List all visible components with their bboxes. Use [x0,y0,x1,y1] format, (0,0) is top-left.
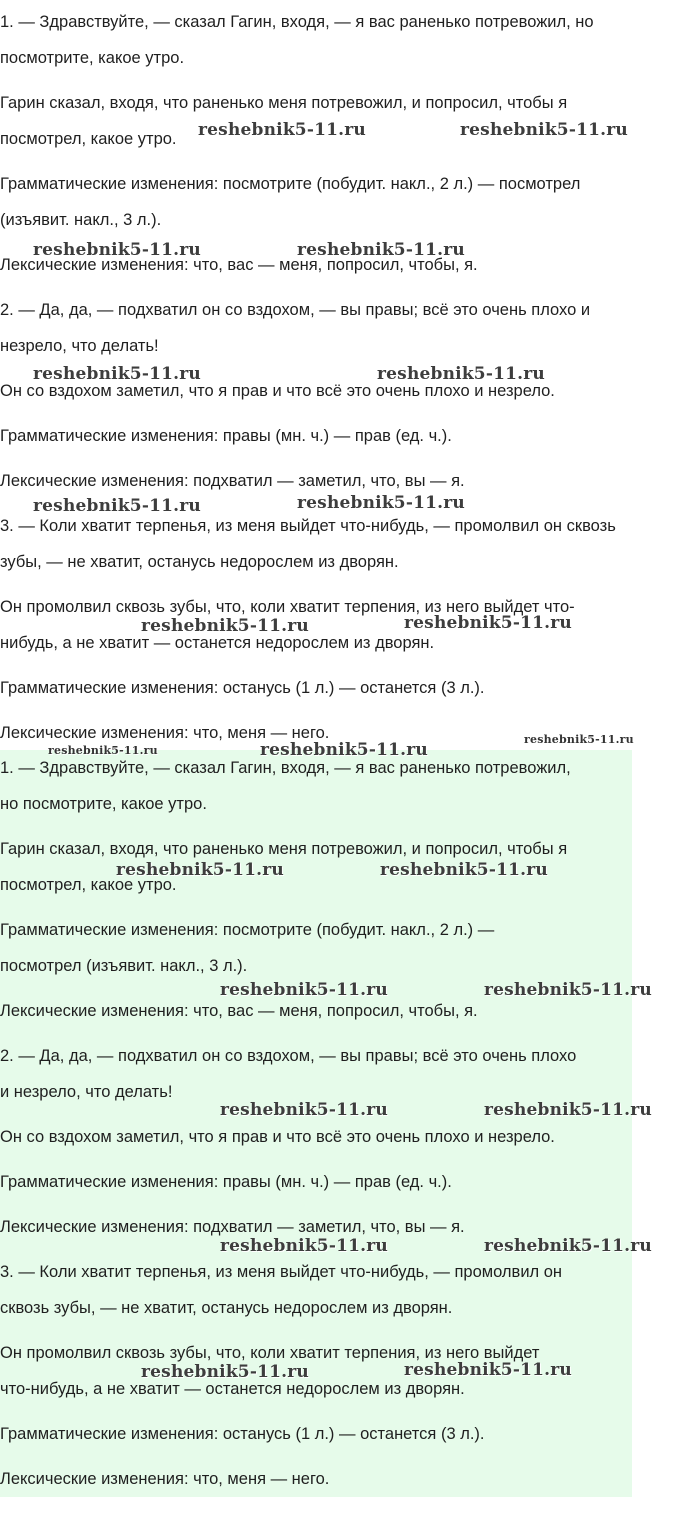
item3-quote-line1: 3. — Коли хватит терпенья, из меня выйдет что-нибудь, — промолвил он сквозь [0,517,616,535]
watermark-text: reshebnik5-11.ru [33,496,201,516]
watermark-text: reshebnik5-11.ru [220,980,388,1000]
item2-quote-line1: 2. — Да, да, — подхватил он со вздохом, — вы правы; всё это очень плохо [0,1047,577,1065]
item1-indirect-line2: посмотрел, какое утро. [0,130,177,148]
watermark-text: reshebnik5-11.ru [260,740,428,760]
watermark-text: reshebnik5-11.ru [141,616,309,636]
item3-quote-line2: сквозь зубы, — не хватит, останусь недорослем из дворян. [0,1299,453,1317]
watermark-text: reshebnik5-11.ru [198,120,366,140]
item1-quote-line2: но посмотрите, какое утро. [0,795,207,813]
watermark-text: reshebnik5-11.ru [404,1360,572,1380]
item2-lexical: Лексические изменения: подхватил — заметил, что, вы — я. [0,1218,465,1236]
watermark-text: reshebnik5-11.ru [220,1236,388,1256]
watermark-text: reshebnik5-11.ru [48,744,158,757]
watermark-text: reshebnik5-11.ru [377,364,545,384]
watermark-text: reshebnik5-11.ru [484,1100,652,1120]
item2-indirect: Он со вздохом заметил, что я прав и что всё это очень плохо и незрело. [0,1128,555,1146]
item3-indirect-line1: Он промолвил сквозь зубы, что, коли хватит терпения, из него выйдет что- [0,598,575,616]
watermark-text: reshebnik5-11.ru [380,860,548,880]
watermark-text: reshebnik5-11.ru [297,240,465,260]
watermark-text: reshebnik5-11.ru [404,613,572,633]
item1-lexical: Лексические изменения: что, вас — меня, попросил, чтобы, я. [0,256,478,274]
item3-indirect-line2: нибудь, а не хватит — останется недорослем из дворян. [0,634,435,652]
item2-grammar: Грамматические изменения: правы (мн. ч.) — прав (ед. ч.). [0,427,452,445]
watermark-text: reshebnik5-11.ru [524,733,634,746]
watermark-text: reshebnik5-11.ru [141,1362,309,1382]
item3-quote-line1: 3. — Коли хватит терпенья, из меня выйдет что-нибудь, — промолвил он [0,1263,563,1281]
watermark-text: reshebnik5-11.ru [33,364,201,384]
watermark-text: reshebnik5-11.ru [220,1100,388,1120]
item1-quote-line1: 1. — Здравствуйте, — сказал Гагин, входя, — я вас раненько потревожил, [0,759,571,777]
item1-grammar-line2: посмотрел (изъявит. накл., 3 л.). [0,957,248,975]
item1-grammar-line2: (изъявит. накл., 3 л.). [0,211,162,229]
item2-indirect: Он со вздохом заметил, что я прав и что всё это очень плохо и незрело. [0,382,555,400]
item1-indirect-line2: посмотрел, какое утро. [0,876,177,894]
watermark-text: reshebnik5-11.ru [33,240,201,260]
item2-quote-line2: и незрело, что делать! [0,1083,173,1101]
watermark-text: reshebnik5-11.ru [297,493,465,513]
item3-indirect-line1: Он промолвил сквозь зубы, что, коли хватит терпения, из него выйдет [0,1344,540,1362]
item1-grammar-line1: Грамматические изменения: посмотрите (побудит. накл., 2 л.) — посмотрел [0,175,581,193]
watermark-text: reshebnik5-11.ru [116,860,284,880]
item3-quote-line2: зубы, — не хватит, останусь недорослем из дворян. [0,553,399,571]
watermark-text: reshebnik5-11.ru [484,980,652,1000]
item2-grammar: Грамматические изменения: правы (мн. ч.) — прав (ед. ч.). [0,1173,452,1191]
item1-indirect-line1: Гарин сказал, входя, что раненько меня потревожил, и попросил, чтобы я [0,94,568,112]
item3-grammar: Грамматические изменения: останусь (1 л.) — останется (3 л.). [0,679,485,697]
watermark-text: reshebnik5-11.ru [484,1236,652,1256]
item1-quote-line1: 1. — Здравствуйте, — сказал Гагин, входя, — я вас раненько потревожил, но [0,13,594,31]
item3-indirect-line2: что-нибудь, а не хватит — останется недорослем из дворян. [0,1380,465,1398]
item2-quote-line1: 2. — Да, да, — подхватил он со вздохом, — вы правы; всё это очень плохо и [0,301,591,319]
item1-lexical: Лексические изменения: что, вас — меня, попросил, чтобы, я. [0,1002,478,1020]
item1-quote-line2: посмотрите, какое утро. [0,49,185,67]
item3-lexical: Лексические изменения: что, меня — него. [0,1470,330,1488]
item1-indirect-line1: Гарин сказал, входя, что раненько меня потревожил, и попросил, чтобы я [0,840,568,858]
item2-quote-line2: незрело, что делать! [0,337,159,355]
watermark-text: reshebnik5-11.ru [460,120,628,140]
item2-lexical: Лексические изменения: подхватил — заметил, что, вы — я. [0,472,465,490]
item1-grammar-line1: Грамматические изменения: посмотрите (побудит. накл., 2 л.) — [0,921,495,939]
item3-lexical: Лексические изменения: что, меня — него. [0,724,330,742]
item3-grammar: Грамматические изменения: останусь (1 л.) — останется (3 л.). [0,1425,485,1443]
